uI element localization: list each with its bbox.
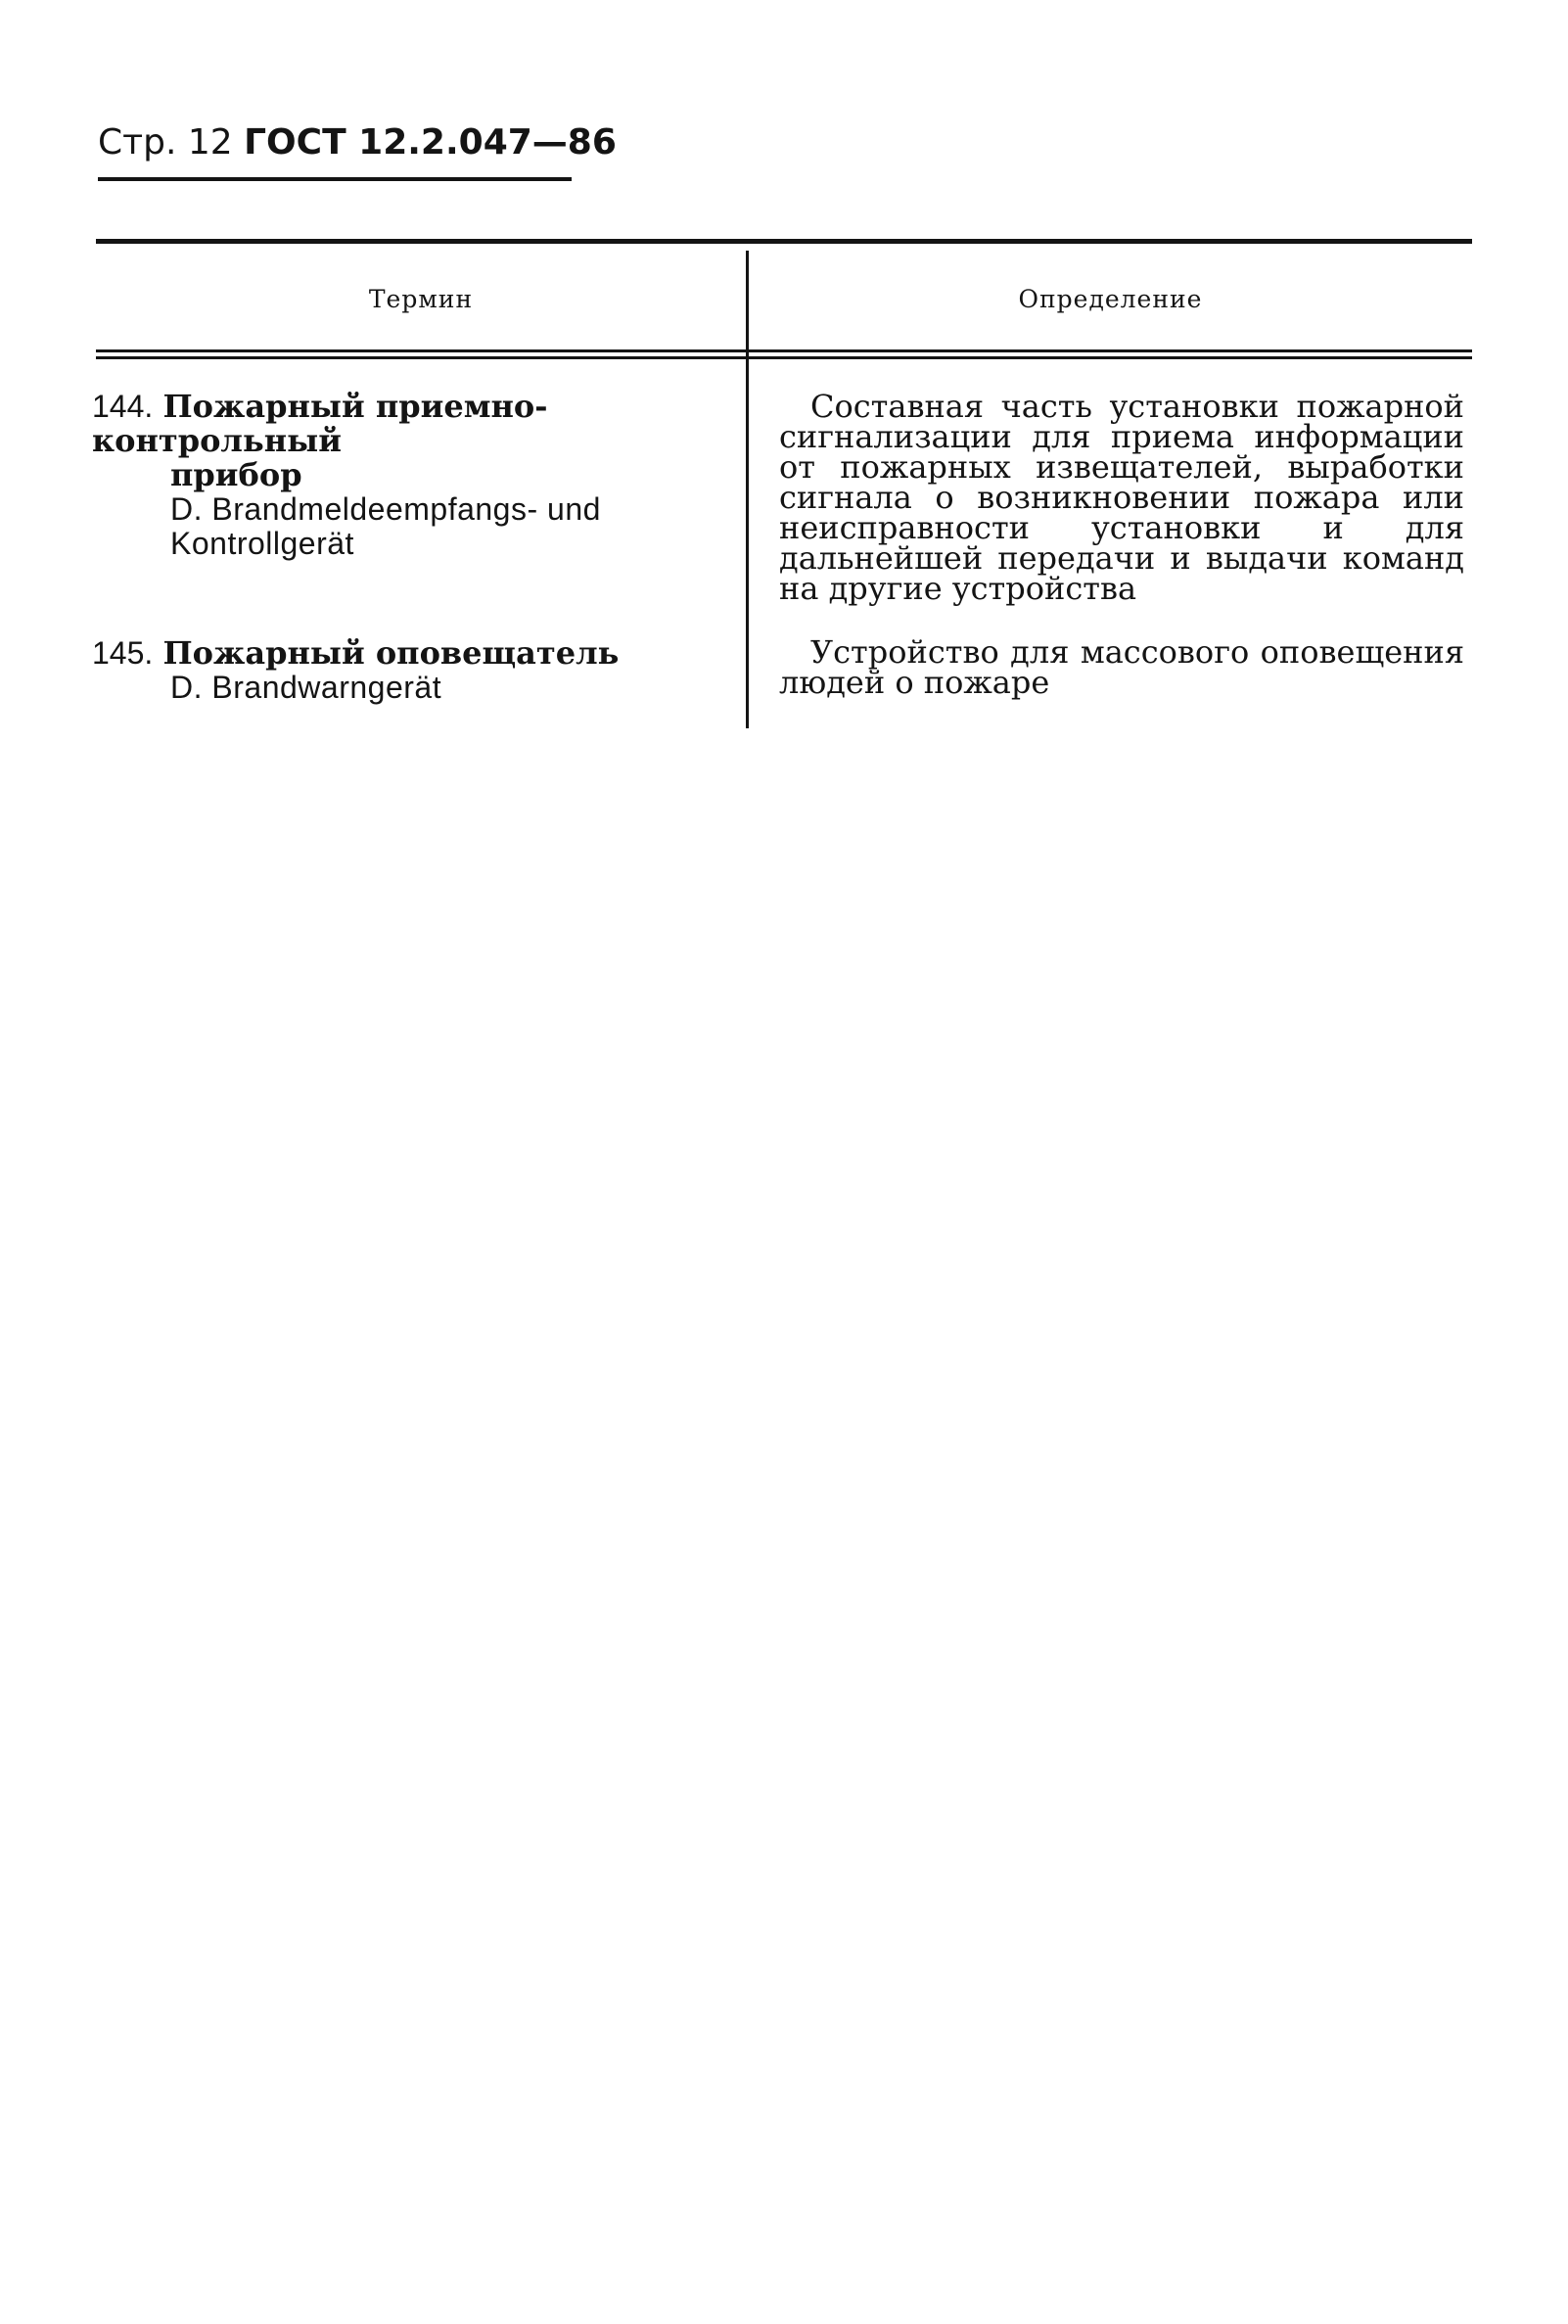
page-number: Стр. 12 xyxy=(98,122,233,163)
term-name: Пожарный оповещатель xyxy=(162,634,620,672)
table-column-divider xyxy=(746,251,749,728)
term-number: 145. xyxy=(92,635,154,671)
column-header-definition: Определение xyxy=(1018,285,1203,313)
table-row-term xyxy=(92,390,744,561)
term-german-equivalent: D. Brandwarngerät xyxy=(170,670,442,705)
table-header-rule-2 xyxy=(96,356,1472,359)
table-row-definition: Составная часть установки пожарной сигнализации для приема информации от пожарных извещателей, выработки сигнала о возникновении пожара или неисправности установки и для дальнейшей передачи и выдачи команд на другие устройства xyxy=(779,388,1464,607)
term-name-continued: прибор xyxy=(170,456,302,493)
term-german-equivalent: D. Brandmeldeempfangs- und xyxy=(170,491,601,527)
term-german-equivalent-continued: Kontrollgerät xyxy=(170,526,354,561)
table-row-term xyxy=(92,636,744,705)
column-header-term: Термин xyxy=(368,285,474,313)
header-underline xyxy=(98,177,572,181)
table-header-rule-1 xyxy=(96,349,1472,352)
term-name: Пожарный приемно-контрольный xyxy=(92,388,548,459)
term-number: 144. xyxy=(92,389,154,424)
table-row-definition: Устройство для массового оповещения людей о пожаре xyxy=(779,633,1464,701)
page-header xyxy=(98,123,617,163)
table-top-rule xyxy=(96,239,1472,244)
standard-designation: ГОСТ 12.2.047—86 xyxy=(244,122,617,163)
